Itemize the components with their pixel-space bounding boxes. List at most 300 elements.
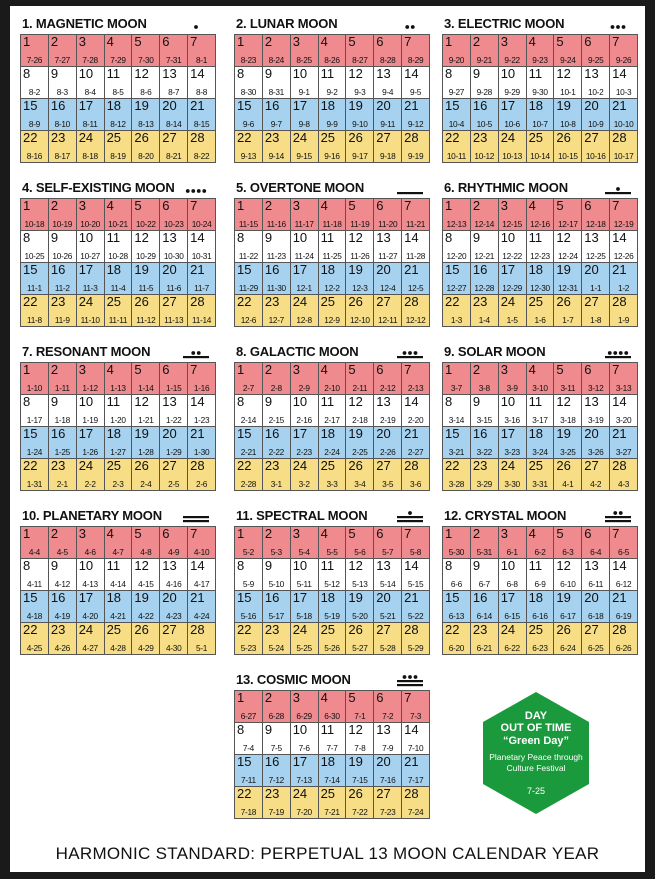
day-cell: [581, 294, 610, 327]
day-cell: [442, 294, 471, 327]
gregorian-date: 1-27: [110, 447, 126, 457]
moon-day-number: 10: [78, 66, 94, 81]
day-cell: [526, 426, 555, 459]
moon-day-number: 23: [472, 458, 488, 473]
day-cell: [131, 98, 160, 131]
day-cell: [498, 230, 527, 263]
gregorian-date: 2-28: [240, 479, 257, 489]
moon-day-number: 25: [528, 294, 544, 309]
gregorian-date: 12-24: [557, 251, 578, 261]
day-cell: [581, 622, 610, 655]
gregorian-date: 11-13: [164, 315, 184, 325]
day-cell: [581, 66, 610, 99]
gregorian-date: 10-16: [585, 151, 606, 161]
day-cell: [131, 34, 160, 67]
gregorian-date: 4-29: [138, 643, 154, 653]
gregorian-date: 8-29: [407, 55, 424, 65]
moon-day-number: 23: [50, 458, 66, 473]
day-cell: [48, 294, 77, 327]
moon-day-number: 25: [320, 130, 336, 145]
day-cell: [373, 558, 402, 591]
gregorian-date: 8-8: [196, 87, 208, 97]
moon-day-number: 18: [106, 262, 122, 277]
day-cell: [442, 362, 471, 395]
gregorian-date: 10-30: [163, 251, 184, 261]
moon-day-grid: [442, 34, 637, 162]
gregorian-date: 10-17: [613, 151, 634, 161]
day-cell: [553, 130, 582, 163]
gregorian-date: 2-10: [324, 383, 340, 393]
day-cell: [131, 230, 160, 263]
moon-day-number: 19: [556, 590, 571, 605]
day-cell: [262, 198, 291, 231]
day-cell: [526, 294, 555, 327]
moon-day-number: 19: [556, 98, 571, 113]
moon-day-number: 21: [404, 590, 419, 605]
moon-day-number: 11: [320, 558, 335, 573]
moon-day-number: 24: [78, 130, 94, 145]
day-cell: [290, 622, 319, 655]
day-cell: [318, 622, 347, 655]
moon-day-number: 28: [190, 130, 205, 145]
gregorian-date: 4-23: [166, 611, 182, 621]
day-cell: [131, 362, 160, 395]
moon-day-number: 6: [162, 362, 170, 377]
day-cell: [290, 526, 319, 559]
gregorian-date: 11-4: [110, 283, 126, 293]
day-cell: [20, 130, 49, 163]
gregorian-date: 8-30: [240, 87, 257, 97]
gregorian-date: 3-7: [450, 383, 462, 393]
moon-day-number: 1: [445, 198, 453, 213]
moon-day-number: 18: [320, 754, 336, 769]
moon-day-number: 26: [134, 130, 149, 145]
day-cell: [159, 130, 188, 163]
day-cell: [373, 198, 402, 231]
day-cell: [20, 66, 49, 99]
moon-day-number: 12: [348, 230, 363, 245]
day-cell: [131, 262, 160, 295]
day-cell: [159, 198, 188, 231]
day-cell: [373, 526, 402, 559]
moon-day-number: 7: [190, 34, 198, 49]
moon-day-number: 25: [528, 458, 544, 473]
moon-day-number: 12: [134, 66, 149, 81]
gregorian-date: 2-24: [324, 447, 340, 457]
day-cell: [345, 458, 374, 491]
day-cell: [318, 426, 347, 459]
gregorian-date: 7-6: [298, 743, 310, 753]
moon-day-number: 14: [612, 230, 627, 245]
moon-day-number: 23: [50, 294, 66, 309]
gregorian-date: 11-2: [54, 283, 70, 293]
day-cell: [262, 230, 291, 263]
day-cell: [553, 198, 582, 231]
moon-day-number: 26: [134, 294, 149, 309]
day-cell: [76, 458, 105, 491]
moon-day-number: 17: [78, 98, 94, 113]
moon-day-number: 26: [348, 458, 363, 473]
day-cell: [159, 458, 188, 491]
moon-day-number: 26: [556, 458, 571, 473]
moon-day-number: 4: [320, 526, 328, 541]
day-cell: [373, 34, 402, 67]
gregorian-date: 2-13: [407, 383, 424, 393]
day-cell: [553, 558, 582, 591]
gregorian-date: 8-19: [110, 151, 126, 161]
day-cell: [401, 66, 430, 99]
day-cell: [131, 394, 160, 427]
gregorian-date: 1-10: [26, 383, 43, 393]
moon-day-number: 21: [190, 98, 205, 113]
moon-day-number: 27: [162, 622, 177, 637]
moon-day-number: 1: [237, 690, 245, 705]
gregorian-date: 12-25: [585, 251, 606, 261]
tone-glyph-icon: [181, 345, 211, 359]
gregorian-date: 8-24: [268, 55, 284, 65]
moon-day-number: 24: [500, 622, 516, 637]
gregorian-date: 2-2: [84, 479, 96, 489]
day-cell: [262, 394, 291, 427]
moon-day-number: 9: [264, 66, 273, 81]
gregorian-date: 1-20: [110, 415, 126, 425]
gregorian-date: 1-17: [26, 415, 43, 425]
moon-day-grid: [442, 362, 637, 490]
day-cell: [187, 394, 216, 427]
gregorian-date: 5-8: [410, 547, 422, 557]
gregorian-date: 4-25: [26, 643, 43, 653]
moon-5: [234, 178, 429, 326]
moon-day-number: 19: [134, 98, 149, 113]
moon-day-number: 10: [78, 230, 94, 245]
moon-day-number: 13: [376, 558, 391, 573]
gregorian-date: 1-26: [82, 447, 98, 457]
moon-title: 3. ELECTRIC MOON: [444, 16, 565, 31]
day-cell: [470, 294, 499, 327]
day-cell: [609, 130, 638, 163]
moon-day-number: 1: [23, 34, 31, 49]
gregorian-date: 5-18: [296, 611, 312, 621]
moon-day-number: 6: [162, 198, 170, 213]
gregorian-date: 8-25: [296, 55, 312, 65]
gregorian-date: 2-11: [352, 383, 368, 393]
moon-day-number: 9: [264, 394, 273, 409]
day-cell: [290, 722, 319, 755]
day-out-of-time-badge: [480, 690, 592, 816]
moon-day-number: 23: [264, 622, 280, 637]
day-cell: [373, 362, 402, 395]
day-cell: [553, 426, 582, 459]
gregorian-date: 10-9: [588, 119, 604, 129]
day-cell: [345, 130, 374, 163]
gregorian-date: 12-31: [557, 283, 578, 293]
moon-day-number: 15: [445, 426, 460, 441]
day-cell: [318, 690, 347, 723]
gregorian-date: 8-22: [193, 151, 210, 161]
day-cell: [498, 558, 527, 591]
gregorian-date: 7-16: [380, 775, 396, 785]
day-cell: [234, 590, 263, 623]
gregorian-date: 6-16: [532, 611, 548, 621]
moon-day-number: 26: [134, 622, 149, 637]
gregorian-date: 9-21: [476, 55, 492, 65]
day-cell: [76, 362, 105, 395]
moon-day-number: 19: [134, 262, 149, 277]
day-cell: [345, 230, 374, 263]
moon-day-number: 1: [445, 362, 453, 377]
moon-day-number: 14: [190, 66, 205, 81]
moon-day-number: 16: [472, 590, 488, 605]
gregorian-date: 5-10: [268, 579, 284, 589]
gregorian-date: 4-14: [110, 579, 126, 589]
moon-day-number: 18: [320, 590, 336, 605]
moon-day-number: 7: [404, 198, 412, 213]
moon-day-number: 28: [612, 130, 627, 145]
day-cell: [373, 622, 402, 655]
moon-day-number: 20: [584, 590, 599, 605]
gregorian-date: 1-24: [26, 447, 43, 457]
day-cell: [234, 198, 263, 231]
moon-day-number: 20: [584, 262, 599, 277]
gregorian-date: 2-20: [407, 415, 424, 425]
gregorian-date: 2-3: [112, 479, 124, 489]
gregorian-date: 11-5: [138, 283, 154, 293]
moon-day-number: 22: [445, 622, 460, 637]
gregorian-date: 2-26: [380, 447, 396, 457]
gregorian-date: 6-9: [534, 579, 546, 589]
moon-day-number: 16: [50, 590, 66, 605]
gregorian-date: 3-20: [615, 415, 632, 425]
day-cell: [581, 230, 610, 263]
green-day-line2: OUT OF TIME: [500, 722, 572, 734]
moon-title: 7. RESONANT MOON: [22, 344, 151, 359]
day-cell: [290, 690, 319, 723]
day-cell: [401, 262, 430, 295]
moon-day-number: 4: [528, 362, 536, 377]
day-cell: [609, 262, 638, 295]
moon-day-number: 16: [50, 426, 66, 441]
day-cell: [470, 130, 499, 163]
moon-day-number: 26: [348, 622, 363, 637]
moon-day-number: 13: [376, 394, 391, 409]
moon-day-number: 26: [556, 294, 571, 309]
moon-day-number: 5: [556, 198, 564, 213]
moon-day-number: 3: [292, 34, 300, 49]
moon-day-number: 24: [292, 130, 308, 145]
gregorian-date: 4-20: [82, 611, 98, 621]
moon-day-number: 4: [106, 526, 114, 541]
day-cell: [318, 198, 347, 231]
moon-day-number: 4: [528, 526, 536, 541]
gregorian-date: 3-2: [298, 479, 310, 489]
day-cell: [187, 526, 216, 559]
gregorian-date: 7-12: [268, 775, 284, 785]
moon-day-number: 26: [348, 294, 363, 309]
gregorian-date: 10-26: [52, 251, 73, 261]
day-cell: [76, 130, 105, 163]
gregorian-date: 4-28: [110, 643, 126, 653]
gregorian-date: 5-28: [380, 643, 396, 653]
gregorian-date: 3-12: [588, 383, 604, 393]
moon-day-number: 18: [106, 98, 122, 113]
day-cell: [318, 230, 347, 263]
moon-day-number: 6: [584, 362, 592, 377]
gregorian-date: 10-4: [448, 119, 465, 129]
tone-glyph-icon: [603, 181, 633, 195]
moon-title: 2. LUNAR MOON: [236, 16, 338, 31]
day-cell: [159, 622, 188, 655]
gregorian-date: 6-3: [562, 547, 574, 557]
gregorian-date: 12-14: [474, 219, 495, 229]
moon-day-grid: [20, 34, 215, 162]
moon-day-number: 19: [348, 590, 363, 605]
day-cell: [470, 362, 499, 395]
moon-day-number: 3: [292, 526, 300, 541]
moon-day-number: 15: [237, 98, 252, 113]
gregorian-date: 4-16: [166, 579, 182, 589]
moon-day-number: 20: [162, 590, 177, 605]
moon-title: 13. COSMIC MOON: [236, 672, 351, 687]
gregorian-date: 7-29: [110, 55, 126, 65]
moon-day-number: 7: [404, 34, 412, 49]
moon-day-number: 3: [78, 34, 86, 49]
moon-day-number: 3: [500, 198, 508, 213]
gregorian-date: 1-2: [618, 283, 630, 293]
day-cell: [159, 426, 188, 459]
day-cell: [131, 558, 160, 591]
day-cell: [609, 622, 638, 655]
moon-day-number: 27: [584, 458, 599, 473]
moon-day-number: 15: [23, 262, 38, 277]
day-cell: [318, 722, 347, 755]
day-cell: [159, 294, 188, 327]
moon-day-number: 15: [445, 262, 460, 277]
day-cell: [373, 230, 402, 263]
moon-header: [20, 506, 215, 526]
day-cell: [345, 426, 374, 459]
gregorian-date: 8-15: [193, 119, 210, 129]
day-cell: [262, 786, 291, 819]
moon-day-grid: [234, 198, 429, 326]
gregorian-date: 9-4: [382, 87, 394, 97]
day-cell: [20, 34, 49, 67]
moon-day-number: 4: [528, 34, 536, 49]
moon-day-number: 7: [404, 690, 412, 705]
day-cell: [234, 294, 263, 327]
gregorian-date: 3-23: [504, 447, 520, 457]
moon-day-number: 18: [320, 426, 336, 441]
gregorian-date: 2-15: [268, 415, 284, 425]
day-cell: [553, 66, 582, 99]
day-cell: [262, 294, 291, 327]
day-cell: [290, 198, 319, 231]
moon-day-number: 12: [556, 394, 571, 409]
moon-8: [234, 342, 429, 490]
gregorian-date: 9-8: [298, 119, 310, 129]
gregorian-date: 8-17: [54, 151, 70, 161]
gregorian-date: 9-20: [448, 55, 465, 65]
gregorian-date: 7-26: [26, 55, 43, 65]
day-cell: [262, 66, 291, 99]
gregorian-date: 10-18: [24, 219, 45, 229]
gregorian-date: 4-27: [82, 643, 98, 653]
gregorian-date: 12-30: [530, 283, 550, 293]
day-cell: [581, 262, 610, 295]
gregorian-date: 6-18: [588, 611, 604, 621]
moon-day-grid: [234, 34, 429, 162]
moon-day-number: 16: [264, 590, 280, 605]
gregorian-date: 6-4: [590, 547, 602, 557]
day-cell: [290, 66, 319, 99]
gregorian-date: 6-15: [504, 611, 520, 621]
gregorian-date: 4-5: [56, 547, 68, 557]
gregorian-date: 12-20: [446, 251, 467, 261]
day-cell: [262, 34, 291, 67]
day-cell: [262, 558, 291, 591]
moon-day-number: 19: [348, 426, 363, 441]
gregorian-date: 8-21: [166, 151, 182, 161]
day-cell: [234, 262, 263, 295]
day-cell: [373, 722, 402, 755]
moon-day-number: 2: [50, 526, 59, 541]
gregorian-date: 11-17: [294, 219, 314, 229]
gregorian-date: 12-19: [613, 219, 634, 229]
moon-day-number: 22: [445, 458, 460, 473]
day-cell: [526, 526, 555, 559]
day-cell: [262, 754, 291, 787]
moon-day-number: 27: [162, 294, 177, 309]
day-cell: [290, 754, 319, 787]
gregorian-date: 11-29: [238, 283, 258, 293]
day-cell: [262, 98, 291, 131]
moon-day-number: 28: [190, 458, 205, 473]
moon-day-number: 22: [23, 294, 38, 309]
gregorian-date: 11-25: [322, 251, 342, 261]
day-cell: [104, 458, 133, 491]
moon-day-number: 13: [162, 66, 177, 81]
moon-day-number: 15: [445, 98, 460, 113]
day-cell: [553, 590, 582, 623]
moon-day-grid: [442, 526, 637, 654]
moon-title: 10. PLANETARY MOON: [22, 508, 162, 523]
gregorian-date: 4-26: [54, 643, 70, 653]
day-cell: [526, 590, 555, 623]
day-cell: [104, 590, 133, 623]
gregorian-date: 3-11: [560, 383, 576, 393]
day-cell: [20, 198, 49, 231]
day-cell: [20, 362, 49, 395]
moon-day-number: 17: [500, 426, 516, 441]
gregorian-date: 5-25: [296, 643, 312, 653]
gregorian-date: 5-20: [352, 611, 368, 621]
gregorian-date: 4-3: [618, 479, 630, 489]
moon-day-number: 1: [445, 34, 453, 49]
gregorian-date: 5-9: [242, 579, 254, 589]
moon-day-number: 15: [445, 590, 460, 605]
day-cell: [553, 34, 582, 67]
moon-day-number: 17: [78, 262, 94, 277]
moon-day-number: 4: [106, 362, 114, 377]
day-cell: [318, 786, 347, 819]
day-cell: [262, 262, 291, 295]
gregorian-date: 7-30: [138, 55, 154, 65]
gregorian-date: 12-9: [324, 315, 340, 325]
moon-day-number: 21: [404, 98, 419, 113]
day-cell: [234, 526, 263, 559]
moon-9: [442, 342, 637, 490]
moon-day-number: 16: [264, 98, 280, 113]
moon-day-number: 4: [106, 34, 114, 49]
